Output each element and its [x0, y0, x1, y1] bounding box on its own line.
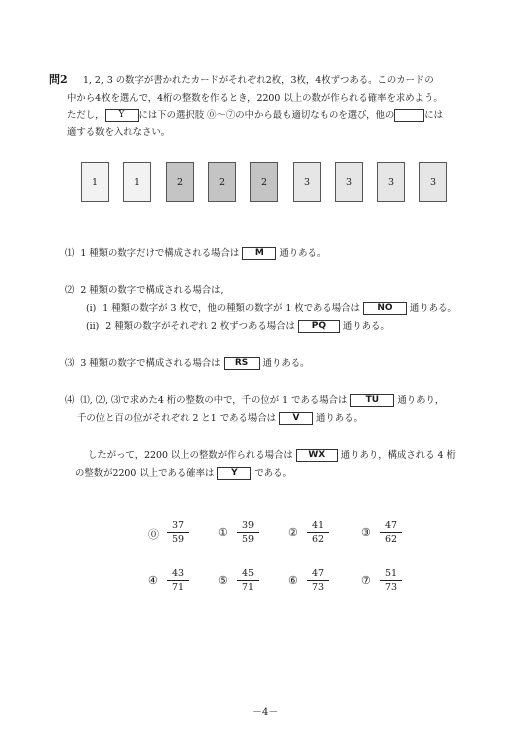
- fraction-numerator: 37: [167, 520, 189, 533]
- number-card: [335, 162, 363, 202]
- number-card: [419, 162, 447, 202]
- number-card: [208, 162, 236, 202]
- fraction-numerator: 47: [307, 568, 329, 581]
- question-2-text: 2 種類の数字で構成される場合は,: [80, 285, 224, 296]
- problem-label: 問2: [49, 73, 68, 86]
- problem-line-3-c: には: [424, 110, 444, 121]
- choice-fraction: [237, 568, 259, 593]
- answer-box-wx: WX: [296, 449, 338, 462]
- number-card-value: 2: [260, 176, 268, 188]
- number-card-value: 3: [387, 176, 395, 188]
- conclusion-a: したがって，2200 以上の整数が作られる場合は: [88, 450, 293, 461]
- choice-fraction: [380, 520, 402, 545]
- number-card: [123, 162, 151, 202]
- choice-fraction: [167, 520, 189, 545]
- answer-box-y-ref: Y: [105, 109, 139, 122]
- question-2-i: [86, 300, 457, 315]
- question-1-after: 通りある。: [279, 248, 327, 259]
- problem-line-3-a: ただし，: [67, 110, 105, 121]
- answer-box-m: M: [242, 247, 276, 260]
- choice-mark: ⑥: [288, 574, 298, 587]
- problem-line-2: 中から4枚を選んで，4桁の整数を作るとき，2200 以上の数が作られる確率を求めよう。: [67, 93, 443, 104]
- question-3-text: 3 種類の数字で構成される場合は: [80, 358, 221, 369]
- number-card-value: 3: [345, 176, 353, 188]
- choice-fraction: [380, 568, 402, 593]
- question-1-number: ⑴: [65, 248, 75, 259]
- answer-box-no: NO: [363, 302, 407, 315]
- fraction-numerator: 39: [237, 520, 259, 533]
- choice-mark: ③: [361, 526, 371, 539]
- choice-mark: ⓪: [148, 528, 159, 541]
- number-card: [250, 162, 278, 202]
- question-2-i-number: (i): [86, 303, 97, 314]
- number-card: [166, 162, 194, 202]
- question-4: [65, 392, 444, 407]
- question-2-i-text: 1 種類の数字が 3 枚で，他の種類の数字が 1 枚である場合は: [102, 303, 360, 314]
- number-card: [377, 162, 405, 202]
- fraction-numerator: 47: [380, 520, 402, 533]
- fraction-denominator: 73: [384, 582, 398, 593]
- number-card: [293, 162, 321, 202]
- problem-line-4: 適する数を入れなさい。: [67, 127, 171, 138]
- problem-line-3-b: には下の選択肢 ⓪～⑦の中から最も適切なものを選び，他の: [138, 110, 395, 121]
- question-2-i-after: 通りある。: [409, 303, 457, 314]
- question-4-after-1: 通りあり，: [397, 395, 445, 406]
- question-2: [65, 282, 224, 296]
- page-number: －4－: [252, 707, 279, 718]
- choice-mark: ②: [288, 526, 298, 539]
- choice-mark: ⑦: [361, 574, 371, 587]
- choice-mark: ⑤: [218, 574, 228, 587]
- fraction-numerator: 43: [167, 568, 189, 581]
- blank-box-ref: [394, 109, 424, 122]
- question-4-after-2: 通りある。: [316, 413, 363, 424]
- problem-line-1: 1, 2, 3 の数字が書かれたカードがそれぞれ2枚，3枚，4枚ずつある。このカードの: [83, 75, 434, 86]
- problem-line-3: [67, 107, 443, 122]
- question-3-after: 通りある。: [262, 358, 310, 369]
- question-2-ii-after: 通りある。: [342, 321, 390, 332]
- conclusion-d: である。: [254, 468, 292, 479]
- fraction-denominator: 71: [241, 582, 255, 593]
- fraction-denominator: 59: [241, 534, 255, 545]
- fraction-denominator: 62: [384, 534, 398, 545]
- number-card-value: 2: [218, 176, 226, 188]
- choice-mark: ④: [148, 574, 158, 587]
- conclusion-line-2: [75, 465, 292, 480]
- question-4-number: ⑷: [65, 395, 75, 406]
- question-2-number: ⑵: [65, 285, 75, 296]
- fraction-denominator: 62: [311, 534, 325, 545]
- conclusion-b: 通りあり，構成される 4 桁: [340, 450, 456, 461]
- question-1: [65, 245, 326, 260]
- question-4-line-2-text: 千の位と百の位がそれぞれ 2 と1 である場合は: [77, 413, 276, 424]
- conclusion-line-1: [88, 447, 456, 462]
- question-3: [65, 355, 309, 370]
- fraction-numerator: 45: [237, 568, 259, 581]
- answer-box-v: V: [279, 412, 313, 425]
- question-1-text: 1 種類の数字だけで構成される場合は: [80, 248, 240, 259]
- number-card: [81, 162, 109, 202]
- answer-box-tu: TU: [350, 394, 394, 407]
- fraction-denominator: 71: [171, 582, 185, 593]
- number-card-value: 3: [429, 176, 437, 188]
- choice-fraction: [237, 520, 259, 545]
- fraction-numerator: 51: [380, 568, 402, 581]
- conclusion-c: の整数が2200 以上である確率は: [75, 468, 215, 479]
- question-4-text: ⑴, ⑵, ⑶で求めた4 桁の整数の中で，千の位が 1 である場合は: [80, 395, 348, 406]
- answer-box-y: Y: [217, 467, 251, 480]
- question-2-ii: [86, 318, 390, 333]
- fraction-denominator: 59: [171, 534, 185, 545]
- question-2-ii-number: (ii): [86, 321, 100, 332]
- number-card-value: 1: [91, 176, 99, 188]
- choice-mark: ①: [218, 526, 228, 539]
- number-card-value: 3: [303, 176, 311, 188]
- choice-fraction: [167, 568, 189, 593]
- fraction-numerator: 41: [307, 520, 329, 533]
- choice-fraction: [307, 568, 329, 593]
- answer-box-rs: RS: [224, 357, 260, 370]
- choice-fraction: [307, 520, 329, 545]
- number-card-value: 2: [176, 176, 184, 188]
- fraction-denominator: 73: [311, 582, 325, 593]
- question-4-line-2: [77, 410, 363, 425]
- question-2-ii-text: 2 種類の数字がそれぞれ 2 枚ずつある場合は: [105, 321, 295, 332]
- number-card-value: 1: [133, 176, 141, 188]
- question-3-number: ⑶: [65, 358, 75, 369]
- answer-box-pq: PQ: [298, 320, 340, 333]
